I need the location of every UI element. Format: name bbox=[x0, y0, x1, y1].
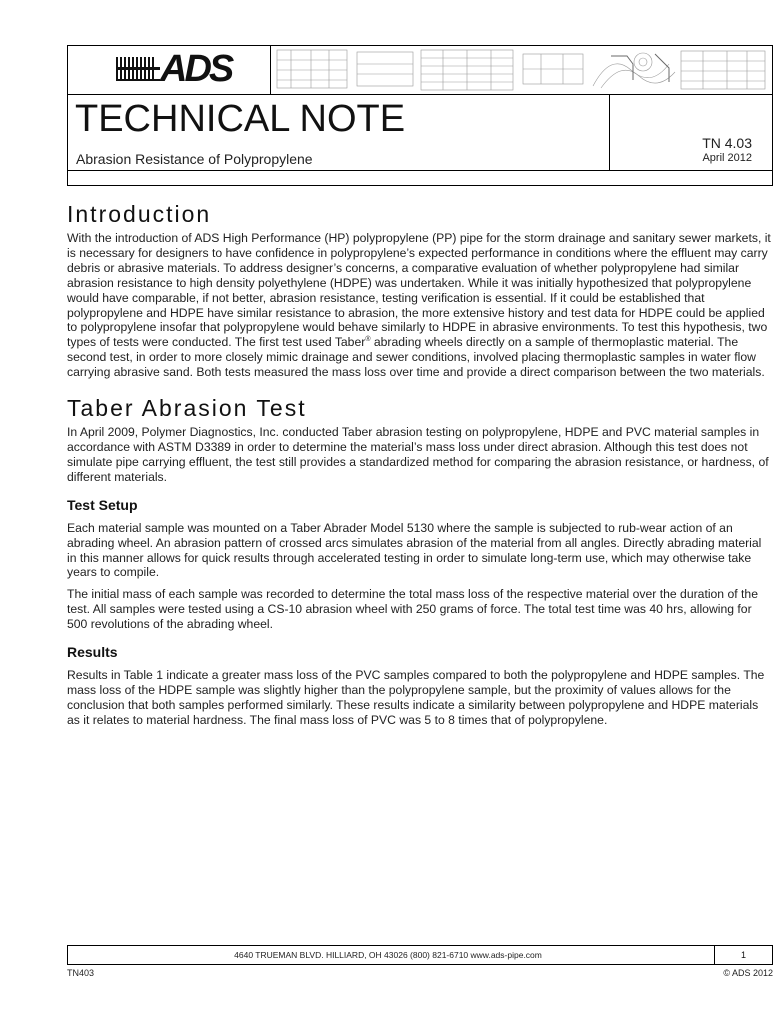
results-paragraph: Results in Table 1 indicate a greater mass loss of the PVC samples compared to both the polypropylene and HDPE samples. The mass loss of the HDPE sample was slightly higher than the polypropylene sample, but the proximity of values allows for the conclusion that both samples performed similarly. These results indicate a similarity between polypropylene and HDPE materials as it relates to material hardness. The final mass loss of PVC was 5 to 8 times that of polypropylene. bbox=[67, 668, 765, 727]
document-header bbox=[67, 45, 773, 186]
logo-cell bbox=[68, 46, 271, 95]
document-body bbox=[67, 200, 773, 735]
footer-address: 4640 TRUEMAN BLVD. HILLIARD, OH 43026 (800) 821-6710 www.ads-pipe.com bbox=[234, 950, 542, 960]
registered-mark: ® bbox=[365, 336, 371, 344]
ads-logo-graphic bbox=[116, 55, 160, 83]
taber-intro-paragraph: In April 2009, Polymer Diagnostics, Inc. conducted Taber abrasion testing on polypropylene, HDPE and PVC material samples in accordance with ASTM D3389 in order to determine the material’s mass loss under direct abrasion. Although this test does not simulate pipe carrying effluent, the test still provides a standardized method for comparing the abrasion resistance, or hardness, of different materials. bbox=[67, 425, 769, 484]
document-type-title: TECHNICAL NOTE bbox=[75, 98, 406, 140]
test-setup-paragraph-2: The initial mass of each sample was recorded to determine the total mass loss of the respective material over the duration of the test. All samples were tested using a CS-10 abrasion wheel with 250 grams of force. The total test time was 40 hrs, allowing for 500 revolutions of the abrading wheel. bbox=[67, 587, 758, 632]
document-subtitle: Abrasion Resistance of Polypropylene bbox=[76, 151, 313, 167]
technical-note-date: April 2012 bbox=[702, 152, 752, 164]
title-cell bbox=[68, 95, 610, 172]
section-heading-taber-abrasion-test: Taber Abrasion Test bbox=[67, 395, 307, 422]
subsection-heading-test-setup: Test Setup bbox=[67, 496, 138, 513]
introduction-text-part1: With the introduction of ADS High Performance (HP) polypropylene (PP) pipe for the storm drainage and sanitary sewer markets, it is necessary for designers to have confidence in polypropylene’s expected performance in conditions where the effluent may carry debris or abrasive materials. To address designer’s concerns, a comparative evaluation of whether polypropylene had similar abrasion resistance to high density polyethylene (HDPE) was undertaken. While it was initially hypothesized that polypropylene would have comparable, if not better, abrasion resistance, testing verification is essential. If it could be established that polypropylene and HDPE have similar resistance to abrasion, the more extensive history and test data for HDPE could be applied to polypropylene insofar that polypropylene would behave similarly to HDPE in abrasive environments. To test this hypothesis, two types of tests were conducted. The first test used Taber bbox=[67, 231, 771, 350]
introduction-text-part2: abrading wheels directly on a sample of thermoplastic material. The second test, in order to more closely mimic drainage and sewer conditions, involved placing thermoplastic samples in water flow carrying abrasive sand. Both tests measured the mass loss over time and provide a direct comparison between the two materials. bbox=[67, 335, 765, 380]
header-bottom-bar bbox=[68, 170, 772, 185]
page-number: 1 bbox=[714, 946, 772, 964]
section-heading-introduction: Introduction bbox=[67, 201, 212, 227]
subsection-heading-results: Results bbox=[67, 644, 118, 661]
ads-logo-text: ADS bbox=[160, 48, 232, 90]
technical-drawing-banner bbox=[271, 46, 772, 95]
technical-note-number: TN 4.03 bbox=[702, 135, 752, 151]
document-code: TN403 bbox=[67, 968, 95, 978]
technical-drawing-image bbox=[271, 46, 772, 94]
copyright-notice: © ADS 2012 bbox=[723, 968, 773, 978]
test-setup-paragraph-1: Each material sample was mounted on a Taber Abrader Model 5130 where the sample is subjected to rub-wear action of an abrading wheel. An abrasion pattern of crossed arcs simulates abrasion of the material from all angles. Directly abrading material in this manner allows for quick results through accelerated testing in order to simulate long-term use, which may otherwise take years to compile. bbox=[67, 520, 762, 580]
introduction-paragraph bbox=[67, 231, 773, 380]
page-footer bbox=[67, 945, 773, 965]
